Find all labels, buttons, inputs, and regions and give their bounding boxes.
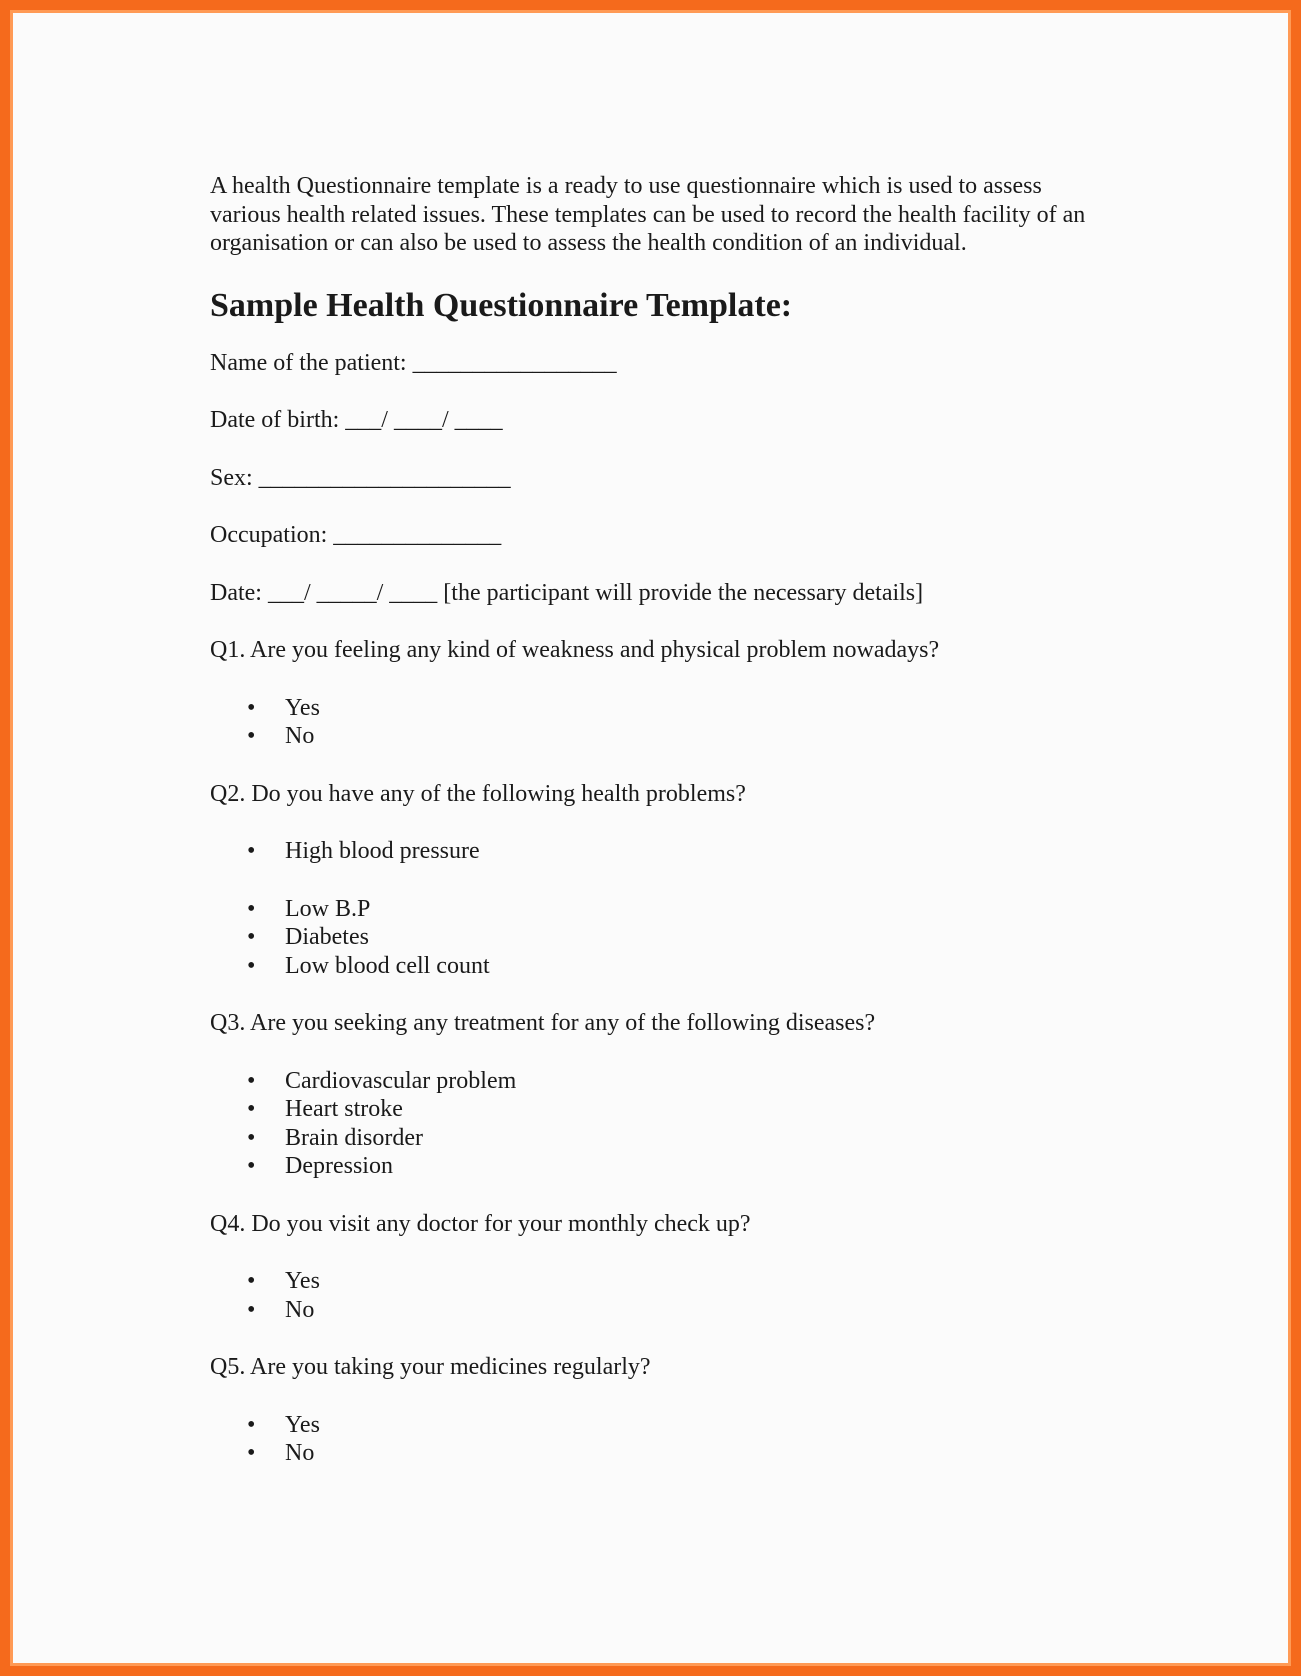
- list-item: • Cardiovascular problem: [210, 1067, 1110, 1096]
- question-1-options: [210, 694, 1110, 751]
- list-item: • No: [210, 1439, 1110, 1468]
- list-item: • Brain disorder: [210, 1124, 1110, 1153]
- document-page: [210, 172, 1110, 1468]
- list-item: • Diabetes: [210, 923, 1110, 952]
- list-item: • Low B.P: [210, 895, 1110, 924]
- sex-field: Sex: _____________________: [210, 464, 511, 491]
- list-item: • Depression: [210, 1152, 1110, 1181]
- list-item: • No: [210, 722, 1110, 751]
- list-item: • Yes: [210, 1411, 1110, 1440]
- question-2: Q2. Do you have any of the following health problems?: [210, 780, 746, 807]
- list-item: • Yes: [210, 1267, 1110, 1296]
- question-5: Q5. Are you taking your medicines regularly?: [210, 1354, 651, 1380]
- document-title: Sample Health Questionnaire Template:: [210, 286, 793, 324]
- list-item: • Heart stroke: [210, 1095, 1110, 1124]
- intro-paragraph: A health Questionnaire template is a ready to use questionnaire which is used to assess various health related issues. These templates can be used to record the health facility of an organisation or can also be used to assess the health condition of an individual.: [210, 173, 1086, 256]
- list-item: • High blood pressure: [210, 837, 1110, 866]
- occupation-field: Occupation: ______________: [210, 522, 502, 548]
- question-2-options: [210, 837, 1110, 980]
- date-of-birth-field: Date of birth: ___/ ____/ ____: [210, 407, 503, 433]
- question-3: Q3. Are you seeking any treatment for any of the following diseases?: [210, 1010, 876, 1036]
- question-4-options: [210, 1267, 1110, 1324]
- patient-name-field: Name of the patient: _________________: [210, 349, 617, 376]
- question-3-options: [210, 1067, 1110, 1181]
- list-item: • No: [210, 1296, 1110, 1325]
- question-5-options: [210, 1411, 1110, 1468]
- question-1: Q1. Are you feeling any kind of weakness and physical problem nowadays?: [210, 637, 940, 663]
- question-4: Q4. Do you visit any doctor for your monthly check up?: [210, 1210, 751, 1237]
- date-field: Date: ___/ _____/ ____ [the participant will provide the necessary details]: [210, 579, 924, 606]
- list-item: • Yes: [210, 694, 1110, 723]
- list-item: • Low blood cell count: [210, 952, 1110, 981]
